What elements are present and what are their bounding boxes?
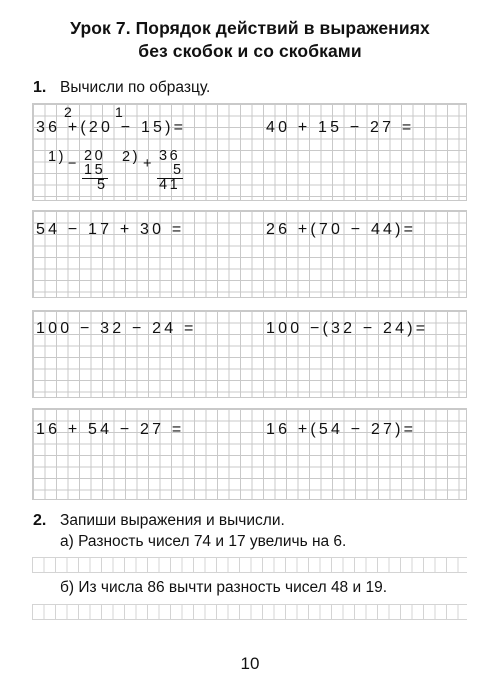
- task-2-item-a: а) Разность чисел 74 и 17 увеличь на 6.: [60, 533, 347, 550]
- sample-step-2-top: 36: [159, 148, 181, 164]
- sample-expression: 36 +(20 − 15)=: [36, 119, 187, 136]
- answer-line-a[interactable]: [32, 557, 467, 573]
- task-1-instruction: Вычисли по образцу.: [60, 79, 211, 96]
- sample-step-1-label: 1): [48, 149, 66, 165]
- expression-54-17-30: 54 − 17 + 30 =: [36, 221, 185, 238]
- expression-40-15-27: 40 + 15 − 27 =: [266, 119, 415, 136]
- page-number: 10: [240, 654, 260, 673]
- sample-step-1-mid: 15: [84, 162, 106, 178]
- expression-16-brackets-54-27: 16 +(54 − 27)=: [266, 421, 417, 438]
- sample-step-1-sign: −: [68, 156, 79, 172]
- sample-step-2-mid: 5: [173, 162, 184, 178]
- expression-26-70-44: 26 +(70 − 44)=: [266, 221, 417, 238]
- answer-line-b[interactable]: [32, 604, 467, 620]
- sample-step-2-sign: +: [143, 156, 154, 172]
- task-2-item-b: б) Из числа 86 вычти разность чисел 48 и 19.: [60, 579, 387, 596]
- lesson-title-line-1: Урок 7. Порядок действий в выражениях: [70, 18, 430, 38]
- expression-100-brackets-32-24: 100 −(32 − 24)=: [266, 320, 429, 337]
- sample-step-2-result: 41: [159, 177, 181, 193]
- sample-step-1-result: 5: [97, 177, 108, 193]
- expression-16-54-27: 16 + 54 − 27 =: [36, 421, 185, 438]
- task-2-number: 2.: [33, 512, 47, 529]
- task-1-number: 1.: [33, 79, 47, 96]
- sample-step-2-label: 2): [122, 149, 140, 165]
- order-mark-1: 1: [115, 104, 123, 120]
- lesson-title-line-2: без скобок и со скобками: [138, 41, 362, 61]
- expression-100-32-24: 100 − 32 − 24 =: [36, 320, 197, 337]
- order-mark-2: 2: [64, 104, 72, 120]
- sample-step-1-top: 20: [84, 148, 106, 164]
- task-2-instruction: Запиши выражения и вычисли.: [60, 512, 285, 529]
